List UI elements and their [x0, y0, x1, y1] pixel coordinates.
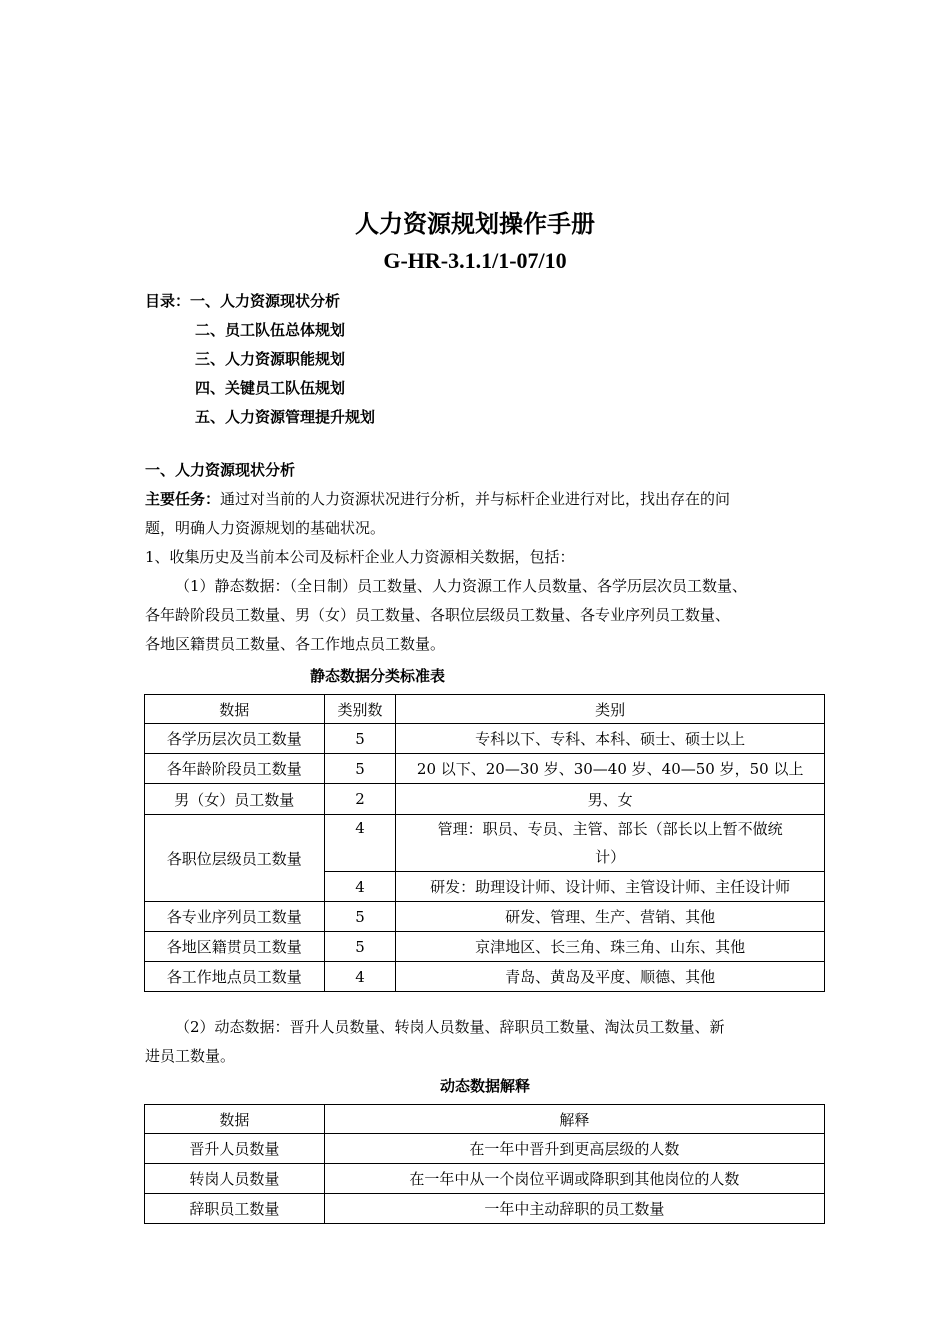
- table-header-row: [145, 1105, 825, 1134]
- table-cell: 研发：助理设计师、设计师、主管设计师、主任设计师: [396, 872, 825, 902]
- table-row: [145, 932, 825, 962]
- table-header-cell: 类别: [396, 695, 825, 724]
- toc-item: 二、员工队伍总体规划: [195, 321, 346, 339]
- table-cell: 各专业序列员工数量: [145, 902, 325, 932]
- table-cell: 5: [324, 902, 396, 932]
- task-text: 通过对当前的人力资源状况进行分析，并与标杆企业进行对比，找出存在的问: [220, 490, 731, 508]
- static-table-caption: 静态数据分类标准表: [309, 667, 445, 685]
- toc-item: 一、人力资源现状分析: [190, 292, 341, 310]
- toc-item: 四、关键员工队伍规划: [195, 379, 346, 397]
- table-row: [145, 784, 825, 815]
- toc-label: 目录：: [145, 292, 191, 310]
- table-row: [145, 962, 825, 992]
- dynamic-data-table: [144, 1104, 825, 1224]
- table-row: [145, 1134, 825, 1164]
- table-row: [145, 754, 825, 784]
- table-cell: 研发、管理、生产、营销、其他: [396, 902, 825, 932]
- section-heading: 一、人力资源现状分析: [145, 461, 296, 479]
- table-header-cell: 解释: [324, 1105, 824, 1134]
- table-row: [145, 724, 825, 754]
- table-row: [145, 1194, 825, 1224]
- table-cell: 男、女: [396, 784, 825, 815]
- table-cell: 一年中主动辞职的员工数量: [324, 1194, 824, 1224]
- static-data-line: 各年龄阶段员工数量、男（女）员工数量、各职位层级员工数量、各专业序列员工数量、: [145, 606, 731, 624]
- dynamic-data-line: 进员工数量。: [145, 1047, 236, 1065]
- dynamic-data-paragraph: [145, 1013, 825, 1071]
- table-cell: 20 以下、20—30 岁、30—40 岁、40—50 岁，50 以上: [396, 754, 825, 784]
- table-cell: 4: [324, 815, 396, 872]
- table-cell: 各职位层级员工数量: [145, 815, 325, 902]
- task-paragraph-line: 题，明确人力资源规划的基础状况。: [145, 519, 386, 537]
- dynamic-table-caption: 动态数据解释: [439, 1077, 530, 1095]
- table-cell: 各年龄阶段员工数量: [145, 754, 325, 784]
- table-cell: [396, 815, 825, 872]
- table-header-cell: 类别数: [324, 695, 396, 724]
- dynamic-data-line: （2）动态数据：晋升人员数量、转岗人员数量、辞职员工数量、淘汰员工数量、新: [175, 1018, 725, 1036]
- table-cell: 5: [324, 724, 396, 754]
- table-header-cell: 数据: [145, 695, 325, 724]
- document-code: G-HR-3.1.1/1-07/10: [383, 248, 567, 273]
- static-data-line: （1）静态数据：（全日制）员工数量、人力资源工作人员数量、各学历层次员工数量、: [175, 577, 748, 595]
- table-row: [145, 902, 825, 932]
- table-header-row: [145, 695, 825, 724]
- table-cell: 2: [324, 784, 396, 815]
- task-paragraph-line: [145, 485, 825, 514]
- table-cell: 5: [324, 932, 396, 962]
- static-data-line: 各地区籍贯员工数量、各工作地点员工数量。: [145, 635, 446, 653]
- table-cell: 青岛、黄岛及平度、顺德、其他: [396, 962, 825, 992]
- document-title: 人力资源规划操作手册: [355, 210, 595, 238]
- table-cell: 专科以下、专科、本科、硕士、硕士以上: [396, 724, 825, 754]
- toc-item: 三、人力资源职能规划: [195, 350, 346, 368]
- table-row: [145, 815, 825, 872]
- cell-line: 管理：职员、专员、主管、部长（部长以上暂不做统: [437, 820, 783, 838]
- toc-item: 五、人力资源管理提升规划: [195, 408, 376, 426]
- table-cell: 5: [324, 754, 396, 784]
- section-1: [145, 456, 825, 659]
- task-label: 主要任务：: [145, 490, 221, 508]
- table-cell: 各学历层次员工数量: [145, 724, 325, 754]
- list-item: 1、收集历史及当前本公司及标杆企业人力资源相关数据，包括：: [145, 548, 575, 566]
- table-cell: 在一年中晋升到更高层级的人数: [324, 1134, 824, 1164]
- table-cell: 4: [324, 962, 396, 992]
- table-cell: 各地区籍贯员工数量: [145, 932, 325, 962]
- table-cell: 男（女）员工数量: [145, 784, 325, 815]
- static-data-table: [144, 694, 825, 992]
- table-cell: 晋升人员数量: [145, 1134, 325, 1164]
- table-cell: 各工作地点员工数量: [145, 962, 325, 992]
- table-of-contents: [145, 287, 375, 432]
- toc-line-1: [145, 287, 375, 316]
- table-cell: 京津地区、长三角、珠三角、山东、其他: [396, 932, 825, 962]
- table-cell: 辞职员工数量: [145, 1194, 325, 1224]
- table-row: [145, 1164, 825, 1194]
- table-cell: 转岗人员数量: [145, 1164, 325, 1194]
- table-cell: 4: [324, 872, 396, 902]
- cell-line: 计）: [595, 848, 626, 866]
- table-header-cell: 数据: [145, 1105, 325, 1134]
- table-cell: 在一年中从一个岗位平调或降职到其他岗位的人数: [324, 1164, 824, 1194]
